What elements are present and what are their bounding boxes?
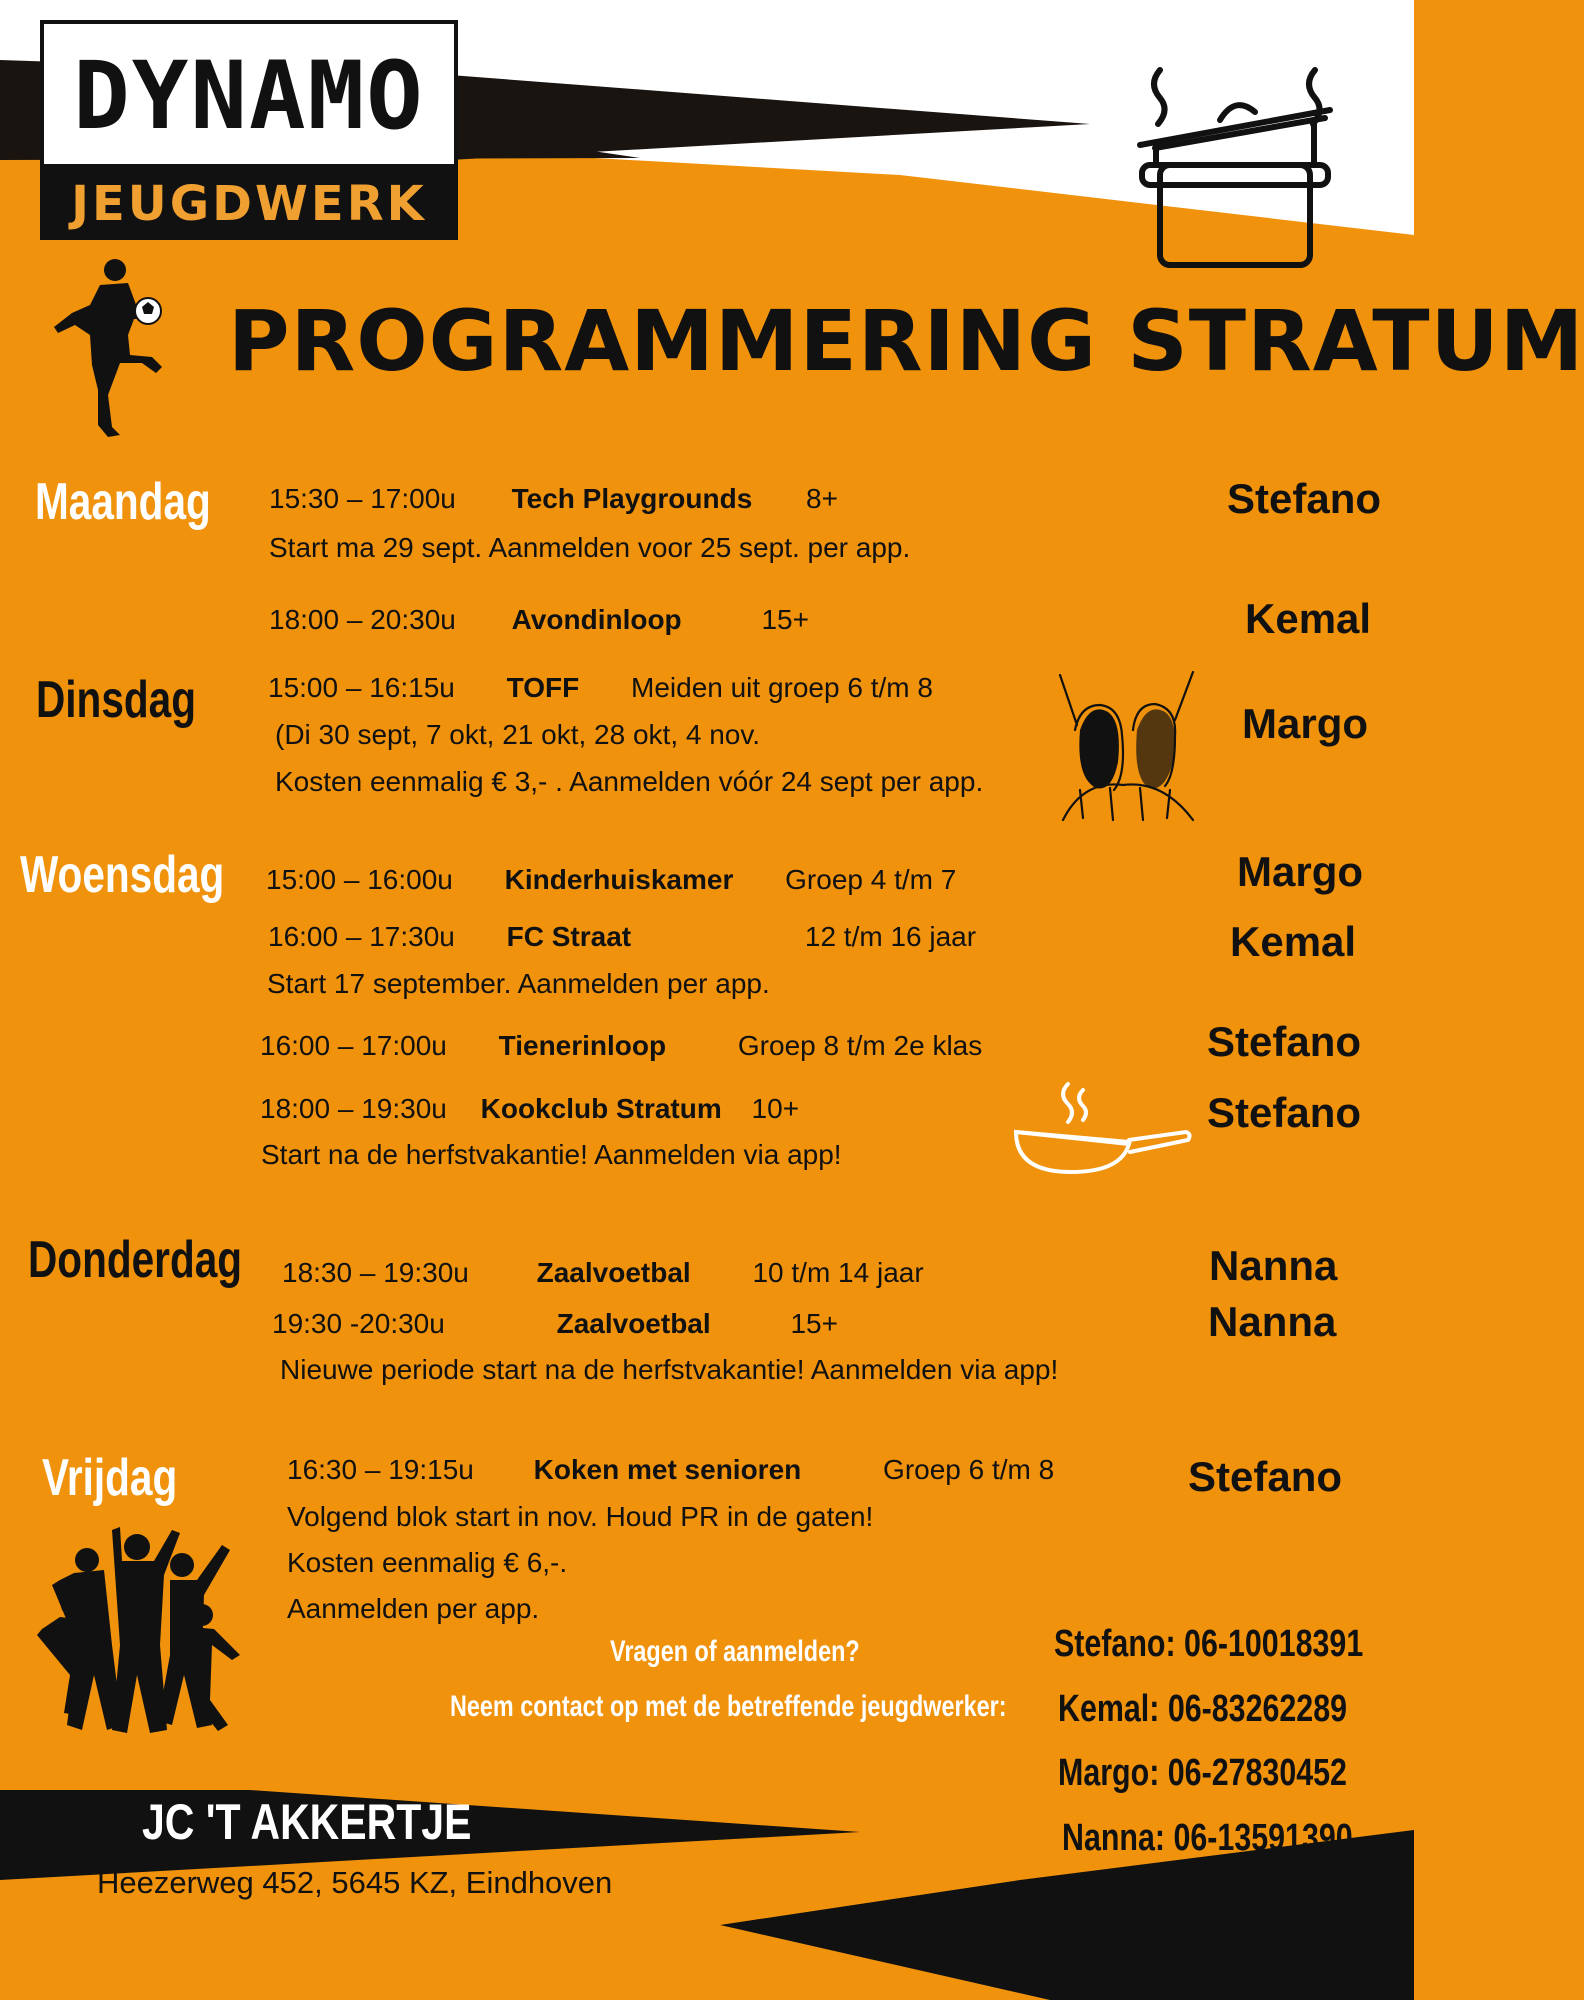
session-group: 15+ — [790, 1308, 838, 1339]
session-activity: Tech Playgrounds — [511, 483, 753, 514]
session-time: 18:30 – 19:30u — [282, 1257, 469, 1288]
session-time: 15:00 – 16:00u — [266, 864, 453, 895]
session-note-vr1-c: Aanmelden per app. — [287, 1593, 540, 1624]
session-group: 15+ — [761, 604, 809, 635]
session-note-vr1-a: Volgend blok start in nov. Houd PR in de gaten! — [287, 1501, 874, 1532]
session-row-ma2 — [269, 604, 809, 636]
session-row-wo2 — [268, 921, 976, 953]
session-group: 10 t/m 14 jaar — [752, 1257, 924, 1288]
football-player-icon — [50, 255, 170, 440]
session-activity: Zaalvoetbal — [556, 1308, 711, 1339]
session-group: Groep 6 t/m 8 — [883, 1454, 1055, 1485]
phone-kemal: Kemal: 06-83262289 — [1058, 1688, 1348, 1730]
contact-question: Vragen of aanmelden? — [610, 1635, 860, 1668]
location-name: JC 'T AKKERTJE — [142, 1794, 472, 1850]
phone-stefano: Stefano: 06-10018391 — [1054, 1623, 1364, 1665]
logo-bottom-text: JEUGDWERK — [71, 176, 427, 232]
session-group: 8+ — [806, 483, 838, 514]
staff-do2: Nanna — [1208, 1298, 1337, 1345]
location-address: Heezerweg 452, 5645 KZ, Eindhoven — [97, 1865, 613, 1900]
session-time: 15:00 – 16:15u — [268, 672, 455, 703]
session-activity: TOFF — [506, 672, 580, 703]
session-row-wo1 — [266, 864, 956, 896]
session-note-do2: Nieuwe periode start na de herfstvakantie! Aanmelden via app! — [280, 1354, 1059, 1385]
session-group: Groep 4 t/m 7 — [785, 864, 957, 895]
session-note-wo4: Start na de herfstvakantie! Aanmelden via app! — [261, 1139, 842, 1170]
session-row-vr1 — [287, 1454, 1054, 1486]
session-row-wo4 — [260, 1093, 799, 1125]
session-activity: Avondinloop — [511, 604, 682, 635]
session-activity: Zaalvoetbal — [536, 1257, 691, 1288]
phone-nanna: Nanna: 06-13591390 — [1062, 1817, 1353, 1859]
session-note-vr1-b: Kosten eenmalig € 6,-. — [287, 1547, 568, 1578]
staff-wo2: Kemal — [1230, 918, 1357, 965]
phone-margo: Margo: 06-27830452 — [1058, 1752, 1347, 1794]
staff-wo4: Stefano — [1207, 1089, 1362, 1136]
session-row-do2 — [272, 1308, 838, 1340]
logo-top-panel — [40, 20, 458, 168]
day-label-vrijdag: Vrijdag — [42, 1449, 178, 1507]
session-time: 19:30 -20:30u — [272, 1308, 445, 1339]
staff-di1: Margo — [1242, 700, 1368, 747]
staff-wo1: Margo — [1237, 848, 1363, 895]
session-activity: Kookclub Stratum — [480, 1093, 722, 1124]
staff-do1: Nanna — [1209, 1242, 1338, 1289]
session-row-di1 — [268, 672, 933, 704]
staff-ma1: Stefano — [1227, 475, 1382, 522]
dancing-group-icon — [32, 1525, 247, 1740]
day-label-maandag: Maandag — [35, 473, 211, 531]
page-title: PROGRAMMERING STRATUM — [228, 292, 1584, 390]
cooking-pot-icon — [1120, 60, 1350, 275]
session-row-do1 — [282, 1257, 924, 1289]
session-time: 15:30 – 17:00u — [269, 483, 456, 514]
session-time: 18:00 – 20:30u — [269, 604, 456, 635]
session-activity: Koken met senioren — [533, 1454, 802, 1485]
session-time: 16:00 – 17:30u — [268, 921, 455, 952]
session-row-wo3 — [260, 1030, 982, 1062]
session-note-ma1: Start ma 29 sept. Aanmelden voor 25 sept. per app. — [269, 532, 911, 563]
staff-wo3: Stefano — [1207, 1018, 1362, 1065]
logo-bottom-panel — [40, 164, 458, 240]
staff-ma2: Kemal — [1245, 595, 1372, 642]
session-activity: Kinderhuiskamer — [504, 864, 734, 895]
frying-pan-icon — [1008, 1080, 1193, 1180]
contact-instruction: Neem contact op met de betreffende jeugdwerker: — [450, 1690, 1007, 1723]
logo-top-text: DYNAMO — [73, 42, 425, 151]
session-time: 16:30 – 19:15u — [287, 1454, 474, 1485]
session-row-ma1 — [269, 483, 838, 515]
session-time: 16:00 – 17:00u — [260, 1030, 447, 1061]
session-group: 10+ — [751, 1093, 800, 1124]
girls-sitting-icon — [1055, 670, 1200, 822]
day-label-dinsdag: Dinsdag — [36, 671, 197, 729]
session-activity: FC Straat — [506, 921, 632, 952]
session-note-wo2: Start 17 september. Aanmelden per app. — [267, 968, 770, 999]
session-activity: Tienerinloop — [498, 1030, 667, 1061]
session-group: 12 t/m 16 jaar — [804, 921, 977, 952]
session-note-di1-a: (Di 30 sept, 7 okt, 21 okt, 28 okt, 4 nov. — [275, 719, 761, 750]
day-label-woensdag: Woensdag — [20, 846, 225, 904]
session-time: 18:00 – 19:30u — [260, 1093, 447, 1124]
session-group: Meiden uit groep 6 t/m 8 — [631, 672, 933, 703]
staff-vr1: Stefano — [1188, 1453, 1343, 1500]
day-label-donderdag: Donderdag — [28, 1231, 243, 1289]
session-note-di1-b: Kosten eenmalig € 3,- . Aanmelden vóór 24 sept per app. — [275, 766, 984, 797]
dynamo-logo — [40, 20, 456, 240]
session-group: Groep 8 t/m 2e klas — [737, 1030, 983, 1061]
